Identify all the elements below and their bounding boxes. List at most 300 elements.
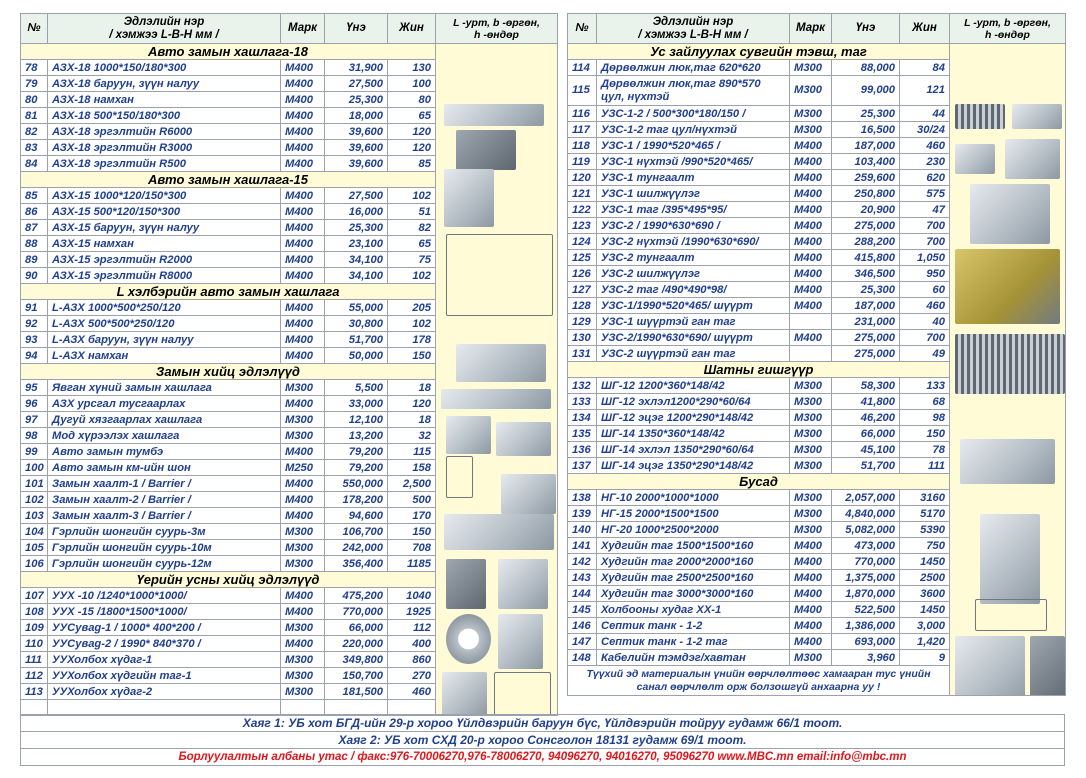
row-number: 144 xyxy=(568,586,597,602)
unit-price: 30,800 xyxy=(325,316,388,332)
product-name: Худгийн таг 2000*2000*160 xyxy=(597,554,790,570)
product-name: АЗХ-15 500*120/150*300 xyxy=(48,204,281,220)
product-name: АЗХ-15 эргэлтийн R8000 xyxy=(48,268,281,284)
unit-price: 522,500 xyxy=(832,602,900,618)
row-number: 106 xyxy=(21,556,48,572)
address-2: Хаяг 2: УБ хот СХД 20-р хороо Сонсголон 18131 гудамж 69/1 тоот. xyxy=(20,732,1065,749)
unit-price: 45,100 xyxy=(832,442,900,458)
concrete-grade: М300 xyxy=(790,426,832,442)
concrete-grade: М400 xyxy=(281,92,325,108)
concrete-grade: М300 xyxy=(790,490,832,506)
concrete-grade: М400 xyxy=(281,236,325,252)
row-number: 87 xyxy=(21,220,48,236)
row-number: 82 xyxy=(21,124,48,140)
concrete-grade: М400 xyxy=(790,602,832,618)
concrete-grade: М400 xyxy=(790,538,832,554)
row-number: 83 xyxy=(21,140,48,156)
unit-price: 150,700 xyxy=(325,668,388,684)
section-title: Бусад xyxy=(568,474,950,490)
unit-price: 242,000 xyxy=(325,540,388,556)
unit-price: 693,000 xyxy=(832,634,900,650)
row-number: 138 xyxy=(568,490,597,506)
product-name: АЗХ-18 эргэлтийн R6000 xyxy=(48,124,281,140)
row-number: 148 xyxy=(568,650,597,666)
product-name: НГ-20 1000*2500*2000 xyxy=(597,522,790,538)
left-header-hint: L -урт, b -өргөн, h -өндөр xyxy=(436,14,558,44)
left-header-mark: Марк xyxy=(281,14,325,44)
unit-weight: 120 xyxy=(388,140,436,156)
unit-weight: 700 xyxy=(900,234,950,250)
row-number: 115 xyxy=(568,76,597,106)
unit-weight: 270 xyxy=(388,668,436,684)
unit-price: 356,400 xyxy=(325,556,388,572)
product-name: УЗС-1 / 1990*520*465 / xyxy=(597,138,790,154)
unit-price: 275,000 xyxy=(832,218,900,234)
unit-price: 275,000 xyxy=(832,346,900,362)
left-price-table xyxy=(20,13,557,716)
unit-weight: 500 xyxy=(388,492,436,508)
unit-weight: 65 xyxy=(388,236,436,252)
row-number: 120 xyxy=(568,170,597,186)
product-photo xyxy=(975,599,1047,631)
product-photo xyxy=(446,559,486,609)
concrete-grade: М400 xyxy=(281,124,325,140)
unit-weight: 85 xyxy=(388,156,436,172)
concrete-grade: М300 xyxy=(281,668,325,684)
concrete-grade: М300 xyxy=(790,76,832,106)
product-name: УЗС-2/1990*630*690/ шүүрт xyxy=(597,330,790,346)
concrete-grade: М400 xyxy=(281,604,325,620)
unit-price: 66,000 xyxy=(832,426,900,442)
unit-price: 288,200 xyxy=(832,234,900,250)
product-photo xyxy=(444,169,494,227)
unit-price: 79,200 xyxy=(325,444,388,460)
unit-weight: 460 xyxy=(388,684,436,700)
unit-weight: 5170 xyxy=(900,506,950,522)
unit-price: 25,300 xyxy=(325,220,388,236)
unit-weight: 158 xyxy=(388,460,436,476)
unit-weight: 68 xyxy=(900,394,950,410)
row-number: 89 xyxy=(21,252,48,268)
concrete-grade: М300 xyxy=(790,106,832,122)
unit-price: 275,000 xyxy=(832,330,900,346)
concrete-grade: М300 xyxy=(281,684,325,700)
concrete-grade: М400 xyxy=(790,298,832,314)
right-header-no: № xyxy=(568,14,597,44)
product-photo xyxy=(955,104,1005,129)
product-name: УУХолбох хүдгийн таг-1 xyxy=(48,668,281,684)
product-photo xyxy=(446,456,473,498)
right-header-hint: L -урт, b -өргөн, h -өндөр xyxy=(950,14,1066,44)
unit-price: 2,057,000 xyxy=(832,490,900,506)
unit-price: 27,500 xyxy=(325,76,388,92)
product-name: Дөрвөлжин люк,таг 620*620 xyxy=(597,60,790,76)
unit-weight: 575 xyxy=(900,186,950,202)
product-name: Замын хаалт-1 / Barrier / xyxy=(48,476,281,492)
right-header-price: Үнэ xyxy=(832,14,900,44)
unit-weight: 75 xyxy=(388,252,436,268)
price-note: Түүхий эд материалын үнийн өөрчлөлтөөс хамааран тус үнийн санал өөрчлөлт орж болзошгүй анхаарна уу ! xyxy=(568,666,950,696)
unit-price: 34,100 xyxy=(325,268,388,284)
left-header-price: Үнэ xyxy=(325,14,388,44)
unit-weight: 700 xyxy=(900,330,950,346)
product-photo xyxy=(498,614,543,669)
product-name: Авто замын тумбэ xyxy=(48,444,281,460)
row-number: 122 xyxy=(568,202,597,218)
unit-weight: 400 xyxy=(388,636,436,652)
unit-weight: 150 xyxy=(388,348,436,364)
concrete-grade: М400 xyxy=(790,330,832,346)
unit-price: 20,900 xyxy=(832,202,900,218)
product-name: Явган хүний замын хашлага xyxy=(48,380,281,396)
concrete-grade: М400 xyxy=(281,348,325,364)
concrete-grade: М400 xyxy=(790,218,832,234)
unit-price: 51,700 xyxy=(832,458,900,474)
unit-weight: 750 xyxy=(900,538,950,554)
unit-weight: 3600 xyxy=(900,586,950,602)
unit-price: 5,500 xyxy=(325,380,388,396)
row-number: 116 xyxy=(568,106,597,122)
row-number: 94 xyxy=(21,348,48,364)
unit-weight: 1,050 xyxy=(900,250,950,266)
product-name: ШГ-14 эцэг 1350*290*148/42 xyxy=(597,458,790,474)
row-number: 127 xyxy=(568,282,597,298)
product-name: L-АЗХ баруун, зүүн налуу xyxy=(48,332,281,348)
unit-weight: 9 xyxy=(900,650,950,666)
row-number: 86 xyxy=(21,204,48,220)
unit-price: 88,000 xyxy=(832,60,900,76)
product-photo xyxy=(955,636,1025,696)
right-header-name: Эдлэлийн нэр / хэмжээ L-B-H мм / xyxy=(597,14,790,44)
row-number: 140 xyxy=(568,522,597,538)
product-photo xyxy=(444,104,544,126)
unit-weight: 32 xyxy=(388,428,436,444)
row-number: 81 xyxy=(21,108,48,124)
product-name: АЗХ-15 баруун, зүүн налуу xyxy=(48,220,281,236)
product-photo xyxy=(960,439,1055,484)
product-name: УЗС-1-2 таг цул/нүхтэй xyxy=(597,122,790,138)
product-name: ШГ-14 1350*360*148/42 xyxy=(597,426,790,442)
right-section-row xyxy=(568,44,1066,60)
concrete-grade: М300 xyxy=(790,506,832,522)
product-name: Холбооны худаг ХХ-1 xyxy=(597,602,790,618)
concrete-grade: М400 xyxy=(281,300,325,316)
row-number: 133 xyxy=(568,394,597,410)
unit-weight: 2500 xyxy=(900,570,950,586)
concrete-grade: М400 xyxy=(281,636,325,652)
unit-weight: 230 xyxy=(900,154,950,170)
unit-price: 259,600 xyxy=(832,170,900,186)
unit-price: 349,800 xyxy=(325,652,388,668)
unit-weight: 2,500 xyxy=(388,476,436,492)
product-name: Септик танк - 1-2 таг xyxy=(597,634,790,650)
concrete-grade: М300 xyxy=(281,620,325,636)
row-number: 110 xyxy=(21,636,48,652)
product-name: НГ-15 2000*1500*1500 xyxy=(597,506,790,522)
unit-price: 55,000 xyxy=(325,300,388,316)
product-photo xyxy=(955,144,995,174)
right-header-weight: Жин xyxy=(900,14,950,44)
row-number: 103 xyxy=(21,508,48,524)
product-photo xyxy=(446,234,553,316)
product-name: УЗС-2 шүүртэй ган таг xyxy=(597,346,790,362)
unit-weight: 708 xyxy=(388,540,436,556)
row-number: 119 xyxy=(568,154,597,170)
concrete-grade: М400 xyxy=(281,508,325,524)
concrete-grade: М300 xyxy=(790,394,832,410)
unit-weight: 102 xyxy=(388,316,436,332)
product-name: УУСувag-2 / 1990* 840*370 / xyxy=(48,636,281,652)
unit-price: 39,600 xyxy=(325,124,388,140)
concrete-grade: М400 xyxy=(281,140,325,156)
product-name: ШГ-12 эцэг 1200*290*148/42 xyxy=(597,410,790,426)
product-name: Кабелийн тэмдэг/хавтан xyxy=(597,650,790,666)
concrete-grade: М300 xyxy=(281,380,325,396)
product-name: Худгийн таг 1500*1500*160 xyxy=(597,538,790,554)
unit-price: 34,100 xyxy=(325,252,388,268)
row-number: 99 xyxy=(21,444,48,460)
row-number: 80 xyxy=(21,92,48,108)
unit-price: 23,100 xyxy=(325,236,388,252)
unit-price: 39,600 xyxy=(325,156,388,172)
unit-price: 1,386,000 xyxy=(832,618,900,634)
product-photo xyxy=(1030,636,1065,696)
concrete-grade: М400 xyxy=(281,268,325,284)
product-name: L-АЗХ намхан xyxy=(48,348,281,364)
unit-weight: 170 xyxy=(388,508,436,524)
product-photo xyxy=(444,514,554,550)
product-name: УЗС-1/1990*520*465/ шүүрт xyxy=(597,298,790,314)
unit-price: 46,200 xyxy=(832,410,900,426)
row-number: 137 xyxy=(568,458,597,474)
product-name: УЗС-2 шилжүүлэг xyxy=(597,266,790,282)
unit-price: 25,300 xyxy=(325,92,388,108)
row-number: 105 xyxy=(21,540,48,556)
product-photo xyxy=(955,334,1065,394)
address-1: Хаяг 1: УБ хот БГД-ийн 29-р хороо Үйлдвэрийн баруун бүс, Үйлдвэрийн тойруу гудамж 66/1 тоот. xyxy=(20,714,1065,732)
unit-price: 25,300 xyxy=(832,106,900,122)
product-photo xyxy=(442,672,487,716)
row-number: 114 xyxy=(568,60,597,76)
left-product-images xyxy=(436,44,558,716)
unit-weight: 120 xyxy=(388,396,436,412)
product-photo xyxy=(494,672,551,716)
product-name: АЗХ-15 эргэлтийн R2000 xyxy=(48,252,281,268)
concrete-grade: М300 xyxy=(281,556,325,572)
unit-price: 178,200 xyxy=(325,492,388,508)
product-name: АЗХ-15 намхан xyxy=(48,236,281,252)
product-name: Гэрлийн шонгийн суурь-12м xyxy=(48,556,281,572)
product-name: УУХолбох хүдаг-1 xyxy=(48,652,281,668)
product-photo xyxy=(1005,139,1060,179)
unit-weight: 205 xyxy=(388,300,436,316)
product-photo xyxy=(501,474,556,514)
concrete-grade: М400 xyxy=(281,316,325,332)
concrete-grade: М250 xyxy=(281,460,325,476)
footer xyxy=(20,714,1065,766)
concrete-grade: М300 xyxy=(281,412,325,428)
unit-weight: 1925 xyxy=(388,604,436,620)
unit-weight: 102 xyxy=(388,188,436,204)
section-title: Авто замын хашлага-15 xyxy=(21,172,436,188)
concrete-grade: М300 xyxy=(790,458,832,474)
product-name: УУХ -10 /1240*1000*1000/ xyxy=(48,588,281,604)
unit-price: 415,800 xyxy=(832,250,900,266)
product-photo xyxy=(955,249,1060,324)
unit-weight: 40 xyxy=(900,314,950,330)
unit-price: 25,300 xyxy=(832,282,900,298)
product-name: АЗХ-18 1000*150/180*300 xyxy=(48,60,281,76)
concrete-grade: М400 xyxy=(281,476,325,492)
product-name: АЗХ-15 1000*120/150*300 xyxy=(48,188,281,204)
row-number: 128 xyxy=(568,298,597,314)
row-number: 129 xyxy=(568,314,597,330)
unit-weight: 150 xyxy=(388,524,436,540)
product-name: Дөрвөлжин люк,таг 890*570 цул, нүхтэй xyxy=(597,76,790,106)
product-photo xyxy=(446,614,491,664)
product-name: Гэрлийн шонгийн суурь-3м xyxy=(48,524,281,540)
unit-weight: 18 xyxy=(388,380,436,396)
unit-weight: 1,420 xyxy=(900,634,950,650)
right-header-mark: Марк xyxy=(790,14,832,44)
right-product-images xyxy=(950,44,1066,696)
unit-weight: 133 xyxy=(900,378,950,394)
unit-weight: 1450 xyxy=(900,602,950,618)
unit-price: 5,082,000 xyxy=(832,522,900,538)
product-name: АЗХ-18 намхан xyxy=(48,92,281,108)
product-name: УЗС-1 шилжүүлэг xyxy=(597,186,790,202)
concrete-grade xyxy=(790,346,832,362)
unit-price: 181,500 xyxy=(325,684,388,700)
product-photo xyxy=(498,559,548,609)
unit-weight: 3,000 xyxy=(900,618,950,634)
unit-weight: 100 xyxy=(388,76,436,92)
concrete-grade: М400 xyxy=(790,618,832,634)
concrete-grade: М400 xyxy=(281,588,325,604)
unit-price: 18,000 xyxy=(325,108,388,124)
concrete-grade: М400 xyxy=(790,282,832,298)
unit-price: 1,375,000 xyxy=(832,570,900,586)
row-number: 141 xyxy=(568,538,597,554)
product-name: АЗХ-18 500*150/180*300 xyxy=(48,108,281,124)
row-number: 112 xyxy=(21,668,48,684)
concrete-grade: М400 xyxy=(281,220,325,236)
unit-weight: 1450 xyxy=(900,554,950,570)
unit-price: 475,200 xyxy=(325,588,388,604)
row-number: 130 xyxy=(568,330,597,346)
unit-price: 187,000 xyxy=(832,298,900,314)
unit-weight: 112 xyxy=(388,620,436,636)
unit-price: 33,000 xyxy=(325,396,388,412)
row-number: 78 xyxy=(21,60,48,76)
unit-weight: 150 xyxy=(900,426,950,442)
row-number: 88 xyxy=(21,236,48,252)
unit-price: 106,700 xyxy=(325,524,388,540)
row-number: 90 xyxy=(21,268,48,284)
concrete-grade: М400 xyxy=(790,634,832,650)
row-number: 131 xyxy=(568,346,597,362)
product-name: НГ-10 2000*1000*1000 xyxy=(597,490,790,506)
concrete-grade: М400 xyxy=(281,396,325,412)
unit-price: 231,000 xyxy=(832,314,900,330)
concrete-grade: М400 xyxy=(790,266,832,282)
unit-weight: 44 xyxy=(900,106,950,122)
section-title: Замын хийц эдлэлүүд xyxy=(21,364,436,380)
product-name: УЗС-1 шүүртэй ган таг xyxy=(597,314,790,330)
section-title: Үерийн усны хийц эдлэлүүд xyxy=(21,572,436,588)
concrete-grade: М400 xyxy=(281,444,325,460)
unit-weight: 700 xyxy=(900,218,950,234)
unit-price: 770,000 xyxy=(325,604,388,620)
concrete-grade: М400 xyxy=(790,586,832,602)
concrete-grade: М300 xyxy=(281,540,325,556)
unit-weight: 5390 xyxy=(900,522,950,538)
concrete-grade: М300 xyxy=(281,652,325,668)
row-number: 84 xyxy=(21,156,48,172)
product-name: УЗС-2 тунгаалт xyxy=(597,250,790,266)
unit-weight: 84 xyxy=(900,60,950,76)
row-number: 91 xyxy=(21,300,48,316)
concrete-grade xyxy=(790,314,832,330)
product-photo xyxy=(1012,104,1062,129)
product-name: УЗС-1 тунгаалт xyxy=(597,170,790,186)
product-name: Худгийн таг 2500*2500*160 xyxy=(597,570,790,586)
row-number: 102 xyxy=(21,492,48,508)
row-number: 145 xyxy=(568,602,597,618)
unit-price: 12,100 xyxy=(325,412,388,428)
unit-price: 50,000 xyxy=(325,348,388,364)
row-number: 97 xyxy=(21,412,48,428)
product-name: УЗС-1 таг /395*495*95/ xyxy=(597,202,790,218)
unit-price: 51,700 xyxy=(325,332,388,348)
unit-weight: 98 xyxy=(900,410,950,426)
unit-price: 220,000 xyxy=(325,636,388,652)
unit-price: 3,960 xyxy=(832,650,900,666)
concrete-grade: М400 xyxy=(790,202,832,218)
unit-weight: 51 xyxy=(388,204,436,220)
unit-price: 99,000 xyxy=(832,76,900,106)
unit-weight: 460 xyxy=(900,298,950,314)
product-name: АЗХ-18 эргэлтийн R500 xyxy=(48,156,281,172)
unit-weight: 60 xyxy=(900,282,950,298)
concrete-grade: М400 xyxy=(281,332,325,348)
unit-price: 770,000 xyxy=(832,554,900,570)
product-name: Замын хаалт-3 / Barrier / xyxy=(48,508,281,524)
unit-weight: 102 xyxy=(388,268,436,284)
product-name: Дугуй хязгаарлах хашлага xyxy=(48,412,281,428)
product-photo xyxy=(446,416,491,454)
left-section-row xyxy=(21,44,558,60)
row-number: 109 xyxy=(21,620,48,636)
concrete-grade: М400 xyxy=(790,170,832,186)
concrete-grade: М400 xyxy=(790,186,832,202)
row-number: 139 xyxy=(568,506,597,522)
unit-price: 27,500 xyxy=(325,188,388,204)
product-name: Авто замын км-ийн шон xyxy=(48,460,281,476)
unit-price: 31,900 xyxy=(325,60,388,76)
row-number: 104 xyxy=(21,524,48,540)
row-number: 135 xyxy=(568,426,597,442)
concrete-grade: М400 xyxy=(790,554,832,570)
unit-weight: 860 xyxy=(388,652,436,668)
concrete-grade: М300 xyxy=(790,650,832,666)
unit-weight: 30/24 xyxy=(900,122,950,138)
concrete-grade: М400 xyxy=(281,492,325,508)
left-header-row xyxy=(21,14,558,44)
concrete-grade: М400 xyxy=(281,60,325,76)
concrete-grade: М400 xyxy=(790,138,832,154)
row-number: 143 xyxy=(568,570,597,586)
